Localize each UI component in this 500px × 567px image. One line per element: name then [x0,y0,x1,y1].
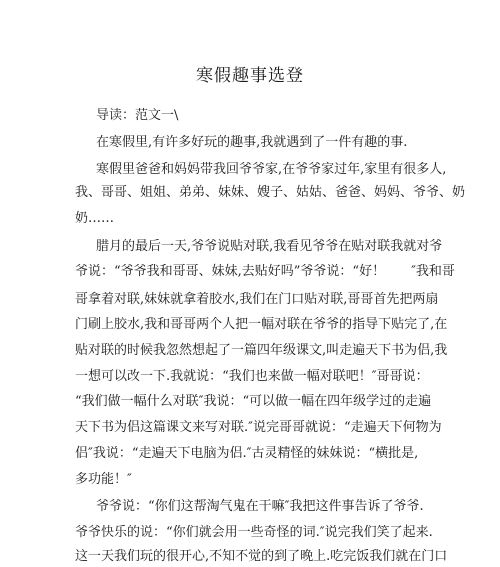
paragraph-line: 一想可以改一下.我就说：“我们也来做一幅对联吧！″哥哥说： [75,369,429,384]
paragraph-line: 寒假里爸爸和妈妈带我回爷爷家,在爷爷家过年,家里有很多人, [96,162,447,177]
paragraph-line: 在寒假里,有许多好玩的趣事,我就遇到了一件有趣的事. [96,135,408,150]
intro-line: 导读：范文一\ [96,108,179,123]
paragraph-line: 奶…… [75,211,115,226]
document-title: 寒假趣事选登 [196,66,304,86]
paragraph-line: 我、哥哥、姐姐、弟弟、妹妹、嫂子、姑姑、爸爸、妈妈、爷爷、奶 [75,185,466,200]
paragraph-line: 爷爷说：“你们这帮淘气鬼在干嘛″我把这件事告诉了爷爷. [96,499,424,514]
paragraph-line: 侣″我说：“走遍天下电脑为侣.″古灵精怪的妹妹说：“横批是, [75,446,419,461]
paragraph-line: 天下书为侣这篇课文来写对联.″说完哥哥就说：“走遍天下何物为 [75,420,442,435]
paragraph-line: 爷爷快乐的说：“你们就会用一些奇怪的词.″说完我们笑了起来. [75,525,433,540]
paragraph-line: “我们做一幅什么对联″我说：“可以做一幅在四年级学过的走遍 [75,394,432,409]
paragraph-line: 腊月的最后一天,爷爷说贴对联,我看见爷爷在贴对联我就对爷 [96,239,443,254]
paragraph-line: 哥拿着对联,妹妹就拿着胶水,我们在门口贴对联,哥哥首先把两扇 [75,292,439,307]
paragraph-line: 这一天我们玩的很开心,不知不觉的到了晚上.吃完饭我们就在门口 [75,549,448,564]
paragraph-line: 贴对联的时候我忽然想起了一篇四年级课文,叫走遍天下书为侣,我 [75,343,448,358]
paragraph-line: 门刷上胶水,我和哥哥两个人把一幅对联在爷爷的指导下贴完了,在 [75,317,448,332]
paragraph-line: 爷说：“爷爷我和哥哥、妹妹,去贴好吗”爷爷说：“好！ ″我和哥 [75,264,455,279]
paragraph-line: 多功能！″ [75,472,132,487]
